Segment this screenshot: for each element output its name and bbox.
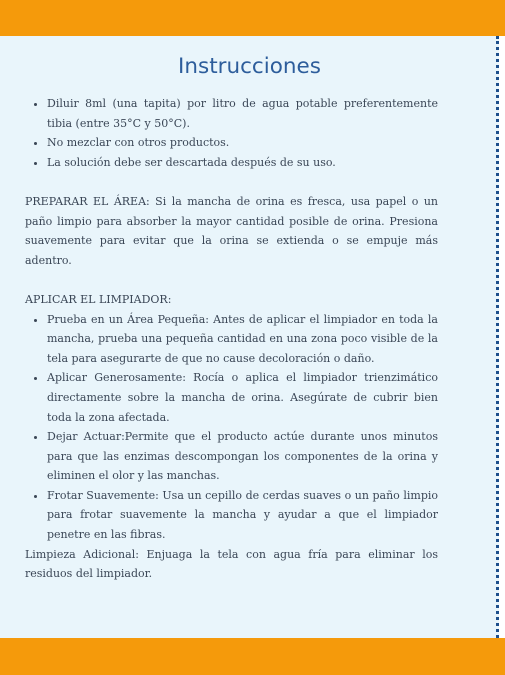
intro-list [25,94,438,172]
list-item: • La solución debe ser descartada después de su uso. [47,153,438,173]
list-item: • No mezclar con otros productos. [47,133,438,153]
instructions-body [25,94,438,584]
list-item: • Frotar Suavemente: Usa un cepillo de cerdas suaves o un paño limpio para frotar suavemente la mancha y ayudar a que el limpiador penetre en las fibras. [47,486,438,545]
page-title: Instrucciones [178,54,321,79]
prepare-area-paragraph: PREPARAR EL ÁREA: Si la mancha de orina es fresca, usa papel o un paño limpio para absorber la mayor cantidad posible de orina. Presiona suavemente para evitar que la orina se extienda o se empuje más adentro. [25,194,438,267]
list-item: • Prueba en un Área Pequeña: Antes de aplicar el limpiador en toda la mancha, prueba una pequeña cantidad en una zona poco visible de la tela para asegurarte de que no cause decoloración o daño. [47,310,438,369]
apply-list [25,310,438,545]
list-item: • Aplicar Generosamente: Rocía o aplica el limpiador trienzimático directamente sobre la mancha de orina. Asegúrate de cubrir bien toda la zona afectada. [47,368,438,427]
additional-cleaning-paragraph: Limpieza Adicional: Enjuaga la tela con agua fría para eliminar los residuos del limpiador. [25,547,438,581]
spacer [25,172,438,192]
apply-heading: APLICAR EL LIMPIADOR: [25,292,172,306]
bottom-accent-bar [0,638,505,675]
list-item: • Dejar Actuar:Permite que el producto actúe durante unos minutos para que las enzimas descompongan los componentes de la orina y eliminen el olor y las manchas. [47,427,438,486]
list-item: • Diluir 8ml (una tapita) por litro de agua potable preferentemente tibia (entre 35°C y 50°C). [47,94,438,133]
top-accent-bar [0,0,505,36]
instructions-panel [0,36,499,638]
spacer [25,270,438,290]
